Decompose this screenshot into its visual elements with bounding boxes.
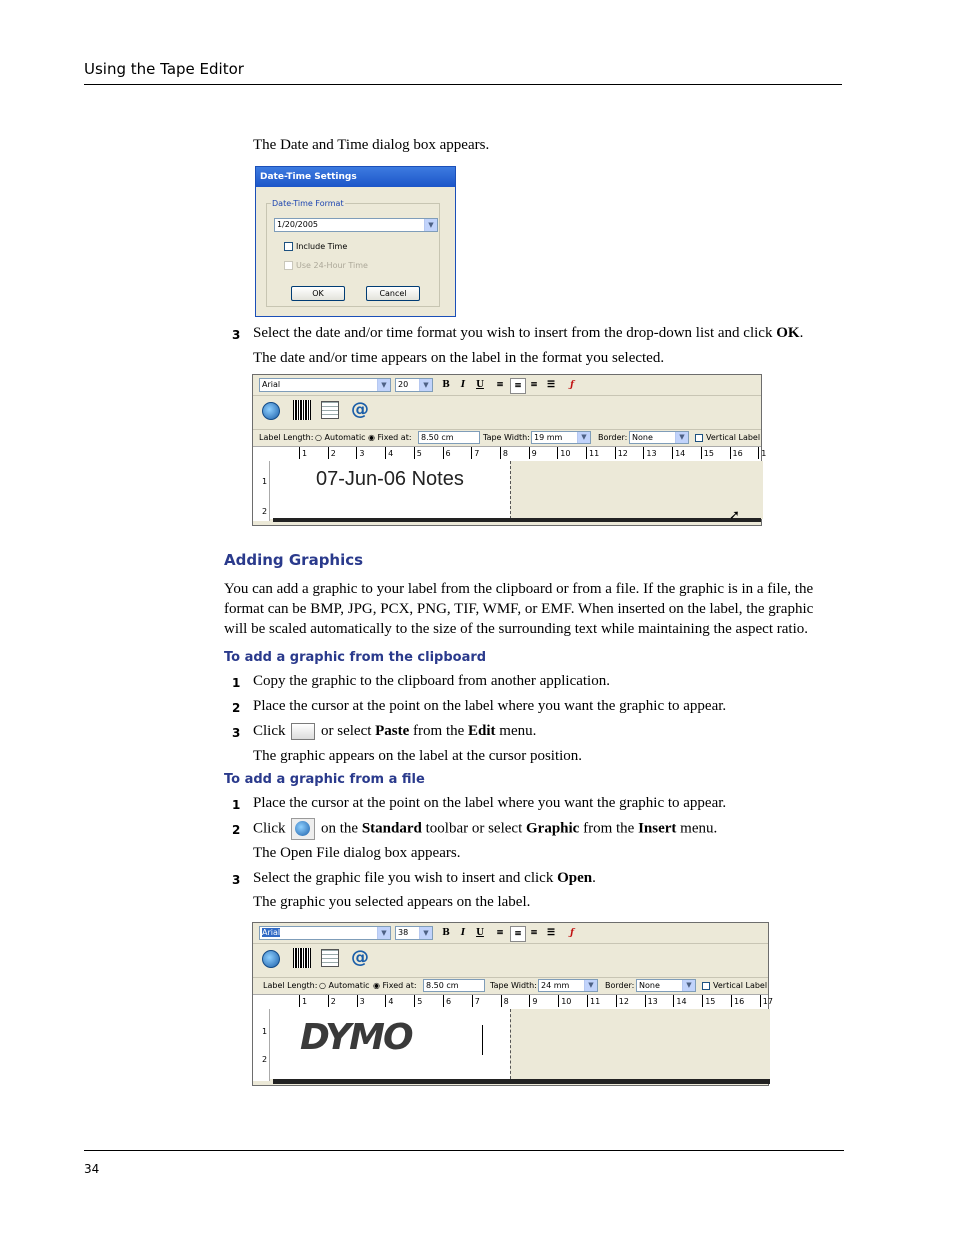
ok-bold: OK bbox=[776, 325, 800, 341]
menu-text: menu. bbox=[495, 723, 537, 739]
chevron-down-icon[interactable]: ▼ bbox=[584, 980, 597, 991]
step-number: 1 bbox=[232, 798, 241, 812]
insert-image-icon[interactable] bbox=[262, 402, 280, 420]
size-dropdown[interactable] bbox=[395, 378, 433, 392]
automatic-label: Automatic bbox=[324, 433, 366, 442]
ruler-tick: 2 bbox=[328, 447, 336, 459]
ruler-tick: 4 bbox=[385, 447, 393, 459]
ruler-tick: 8 bbox=[500, 447, 508, 459]
border-label: Border: bbox=[605, 981, 635, 990]
standard-toolbar bbox=[253, 944, 768, 976]
or-select-text: or select bbox=[317, 723, 376, 739]
ruler-tick: 2 bbox=[328, 995, 336, 1007]
vertical-label-box[interactable] bbox=[702, 982, 710, 990]
label-canvas[interactable] bbox=[270, 1009, 510, 1079]
step-number: 3 bbox=[232, 328, 241, 342]
ruler-tick: 10 bbox=[558, 995, 571, 1007]
ruler-tick: 1 bbox=[299, 447, 307, 459]
step-text-b: . bbox=[799, 325, 804, 341]
step-result: The Open File dialog box appears. bbox=[253, 845, 461, 861]
underline-button[interactable]: U bbox=[476, 928, 484, 938]
italic-button[interactable]: I bbox=[460, 380, 466, 390]
font-value: Arial bbox=[262, 928, 281, 937]
ruler-tick: 7 bbox=[472, 995, 480, 1007]
fixed-at-label: Fixed at: bbox=[382, 981, 417, 990]
font-dropdown[interactable] bbox=[259, 926, 391, 940]
footer-rule bbox=[84, 1150, 844, 1151]
tape-edge bbox=[273, 518, 761, 522]
fixed-at-label: Fixed at: bbox=[377, 433, 412, 442]
ruler-tick: 3 bbox=[357, 995, 365, 1007]
vertical-label-checkbox[interactable] bbox=[695, 433, 760, 442]
step-text bbox=[253, 323, 803, 343]
period: . bbox=[592, 870, 596, 886]
insert-bold: Insert bbox=[638, 820, 677, 837]
use-24-hour-row bbox=[284, 261, 368, 270]
at-sign-icon[interactable]: @ bbox=[351, 399, 369, 420]
ruler-tick: 8 bbox=[501, 995, 509, 1007]
insert-image-icon[interactable] bbox=[291, 818, 315, 840]
step-text: Place the cursor at the point on the label where you want the graphic to appear. bbox=[253, 698, 727, 714]
ruler-tick: 11 bbox=[587, 995, 600, 1007]
step-number: 2 bbox=[232, 823, 241, 837]
ruler-tick: 14 bbox=[672, 447, 685, 459]
label-text[interactable]: 07-Jun-06 Notes bbox=[316, 468, 464, 490]
ruler-tick: 17 bbox=[760, 995, 773, 1007]
format-toolbar bbox=[253, 923, 768, 944]
vertical-label-text: Vertical Label bbox=[706, 433, 761, 442]
ruler-tick: 13 bbox=[645, 995, 658, 1007]
bold-button[interactable]: B bbox=[442, 928, 450, 938]
ruler-tick: 5 bbox=[414, 447, 422, 459]
chevron-down-icon[interactable]: ▼ bbox=[675, 432, 688, 443]
ruler-tick: 13 bbox=[643, 447, 656, 459]
options-bar bbox=[253, 429, 761, 446]
insert-image-icon[interactable] bbox=[262, 950, 280, 968]
chevron-down-icon[interactable]: ▼ bbox=[377, 379, 390, 391]
tape-width-dropdown[interactable] bbox=[531, 431, 591, 444]
size-value: 20 bbox=[398, 380, 409, 389]
justify-icon[interactable]: ☰ bbox=[546, 928, 556, 938]
ruler-tick: 9 bbox=[529, 995, 537, 1007]
italic-button[interactable]: I bbox=[460, 928, 466, 938]
align-left-icon[interactable]: ≡ bbox=[496, 928, 504, 938]
cancel-button[interactable]: Cancel bbox=[366, 286, 420, 301]
automatic-radio[interactable]: ○ Automatic bbox=[319, 981, 370, 990]
format-group-label: Date-Time Format bbox=[272, 199, 344, 208]
tape-width-label: Tape Width: bbox=[483, 433, 530, 442]
section-paragraph: You can add a graphic to your label from the clipboard or from a file. If the graphic is in a file, the format can be BMP, JPG, PCX, PNG, TIF, WMF, or EMF. When inserted on the label, the graphic will be scaled automatically to the size of the surrounding text while maintaining the aspect ratio. bbox=[224, 581, 814, 637]
ruler-tick: 16 bbox=[731, 995, 744, 1007]
tape-editor-screenshot-1 bbox=[252, 374, 767, 526]
border-value: None bbox=[639, 981, 660, 990]
step-result: The graphic appears on the label at the cursor position. bbox=[253, 748, 583, 764]
barcode-icon[interactable] bbox=[293, 948, 311, 968]
ruler-tick: 9 bbox=[529, 447, 537, 459]
horizontal-ruler bbox=[253, 994, 773, 1010]
tape-area bbox=[511, 1009, 770, 1079]
ruler-tick: 5 bbox=[414, 995, 422, 1007]
chevron-down-icon[interactable]: ▼ bbox=[424, 219, 437, 231]
barcode-icon[interactable] bbox=[293, 400, 311, 420]
include-time-row[interactable] bbox=[284, 242, 347, 251]
chevron-down-icon[interactable]: ▼ bbox=[419, 927, 432, 939]
fixed-length-input[interactable]: 8.50 cm bbox=[423, 979, 485, 992]
select-text: Select the graphic file you wish to insert and click bbox=[253, 870, 558, 886]
menu-text: menu. bbox=[676, 820, 718, 837]
format-value: 1/20/2005 bbox=[277, 220, 319, 229]
from-text: from the bbox=[579, 820, 639, 837]
ruler-tick: 11 bbox=[586, 447, 599, 459]
step-text bbox=[253, 868, 596, 888]
chevron-down-icon[interactable]: ▼ bbox=[419, 379, 432, 391]
step-number: 3 bbox=[232, 873, 241, 887]
ruler-tick: 14 bbox=[673, 995, 686, 1007]
text-cursor bbox=[482, 1025, 483, 1055]
bold-button[interactable]: B bbox=[442, 380, 450, 390]
format-toolbar bbox=[253, 375, 761, 396]
header-rule bbox=[84, 84, 842, 85]
tape-editor-screenshot-2 bbox=[252, 922, 773, 1086]
click-text: Click bbox=[253, 723, 286, 739]
align-center-icon[interactable]: ≡ bbox=[510, 378, 526, 394]
side-ruler-2: 2 bbox=[262, 1055, 268, 1064]
on-the-text: on the bbox=[317, 820, 362, 837]
ruler-tick: 12 bbox=[615, 447, 628, 459]
step-text: Place the cursor at the point on the label where you want the graphic to appear. bbox=[253, 795, 727, 811]
ruler-tick: 12 bbox=[616, 995, 629, 1007]
label-canvas[interactable] bbox=[270, 461, 510, 519]
align-center-icon[interactable]: ≡ bbox=[510, 926, 526, 942]
paste-icon[interactable] bbox=[291, 723, 315, 740]
toolbar-text: toolbar or select bbox=[421, 820, 526, 837]
options-bar bbox=[253, 977, 768, 994]
paste-bold: Paste bbox=[375, 723, 410, 739]
tape-width-value: 24 mm bbox=[541, 981, 570, 990]
chevron-down-icon[interactable]: ▼ bbox=[682, 980, 695, 991]
ruler-tick: 7 bbox=[471, 447, 479, 459]
vertical-label-text: Vertical Label bbox=[713, 981, 768, 990]
font-value: Arial bbox=[262, 380, 281, 389]
side-ruler-1: 1 bbox=[262, 1027, 268, 1036]
date-time-dialog bbox=[255, 166, 456, 317]
edit-bold: Edit bbox=[468, 723, 496, 739]
step-number: 1 bbox=[232, 676, 241, 690]
fixed-length-input[interactable]: 8.50 cm bbox=[418, 431, 480, 444]
calendar-icon[interactable] bbox=[321, 949, 339, 967]
label-length-label: Label Length: bbox=[259, 433, 314, 442]
include-time-checkbox[interactable] bbox=[284, 242, 293, 251]
include-time-label: Include Time bbox=[296, 242, 348, 251]
vertical-ruler bbox=[253, 461, 270, 521]
size-dropdown[interactable] bbox=[395, 926, 433, 940]
ruler-tick: 3 bbox=[356, 447, 364, 459]
step-number: 3 bbox=[232, 726, 241, 740]
from-text: from the bbox=[409, 723, 469, 739]
ok-button[interactable]: OK bbox=[291, 286, 345, 301]
format-dropdown[interactable] bbox=[274, 218, 438, 232]
step-result: The graphic you selected appears on the label. bbox=[253, 894, 531, 910]
step-text-a: Select the date and/or time format you wish to insert from the drop-down list and click bbox=[253, 325, 777, 341]
step-text: Copy the graphic to the clipboard from another application. bbox=[253, 673, 610, 689]
font-style-icon[interactable]: ƒ bbox=[570, 380, 574, 390]
graphic-bold: Graphic bbox=[526, 820, 580, 837]
click-text: Click bbox=[253, 820, 286, 837]
align-right-icon[interactable]: ≡ bbox=[530, 380, 538, 390]
chevron-down-icon[interactable]: ▼ bbox=[577, 432, 590, 443]
open-bold: Open bbox=[557, 870, 593, 886]
mouse-pointer-icon: ➚ bbox=[729, 507, 740, 522]
file-title: To add a graphic from a file bbox=[224, 772, 425, 787]
vertical-ruler bbox=[253, 1009, 270, 1081]
step-result: The date and/or time appears on the label in the format you selected. bbox=[253, 350, 665, 366]
border-dropdown[interactable] bbox=[636, 979, 696, 992]
tape-edge bbox=[273, 1079, 770, 1084]
tape-width-label: Tape Width: bbox=[490, 981, 537, 990]
vertical-label-box[interactable] bbox=[695, 434, 703, 442]
border-value: None bbox=[632, 433, 653, 442]
use-24-hour-checkbox bbox=[284, 261, 293, 270]
ruler-tick: 10 bbox=[557, 447, 570, 459]
step-text bbox=[253, 818, 717, 840]
horizontal-ruler bbox=[253, 446, 767, 462]
fixed-at-radio[interactable]: ◉ Fixed at: bbox=[368, 433, 412, 442]
page-number: 34 bbox=[84, 1162, 100, 1176]
automatic-radio[interactable]: ○ Automatic bbox=[315, 433, 366, 442]
chevron-down-icon[interactable]: ▼ bbox=[377, 927, 390, 939]
section-title: Adding Graphics bbox=[224, 551, 364, 569]
dymo-logo-graphic[interactable]: DYMO bbox=[300, 1017, 412, 1058]
side-ruler-2: 2 bbox=[262, 507, 268, 516]
font-dropdown[interactable] bbox=[259, 378, 391, 392]
vertical-label-checkbox[interactable] bbox=[702, 981, 767, 990]
align-right-icon[interactable]: ≡ bbox=[530, 928, 538, 938]
step-text bbox=[253, 721, 536, 741]
size-value: 38 bbox=[398, 928, 409, 937]
clipboard-title: To add a graphic from the clipboard bbox=[224, 650, 487, 665]
ruler-tick: 4 bbox=[385, 995, 393, 1007]
running-header: Using the Tape Editor bbox=[84, 60, 244, 78]
ruler-tick: 15 bbox=[701, 447, 714, 459]
ruler-tick: 6 bbox=[443, 995, 451, 1007]
justify-icon[interactable]: ☰ bbox=[546, 380, 556, 390]
format-group bbox=[266, 199, 440, 307]
ruler-tick: 1 bbox=[299, 995, 307, 1007]
border-label: Border: bbox=[598, 433, 628, 442]
standard-bold: Standard bbox=[361, 820, 422, 837]
ruler-tick: 15 bbox=[702, 995, 715, 1007]
border-dropdown[interactable] bbox=[629, 431, 689, 444]
tape-width-dropdown[interactable] bbox=[538, 979, 598, 992]
tape-area bbox=[511, 461, 763, 519]
step-number: 2 bbox=[232, 701, 241, 715]
underline-button[interactable]: U bbox=[476, 380, 484, 390]
dialog-title: Date-Time Settings bbox=[256, 167, 455, 187]
ruler-tick: 6 bbox=[443, 447, 451, 459]
at-sign-icon[interactable]: @ bbox=[351, 947, 369, 968]
standard-toolbar bbox=[253, 396, 761, 428]
tape-width-value: 19 mm bbox=[534, 433, 563, 442]
ruler-tick: 16 bbox=[730, 447, 743, 459]
fixed-at-radio[interactable]: ◉ Fixed at: bbox=[373, 981, 417, 990]
automatic-label: Automatic bbox=[328, 981, 370, 990]
intro-text: The Date and Time dialog box appears. bbox=[253, 137, 490, 153]
use-24-hour-label: Use 24-Hour Time bbox=[296, 261, 368, 270]
side-ruler-1: 1 bbox=[262, 477, 268, 486]
font-style-icon[interactable]: ƒ bbox=[570, 928, 574, 938]
align-left-icon[interactable]: ≡ bbox=[496, 380, 504, 390]
calendar-icon[interactable] bbox=[321, 401, 339, 419]
label-length-label: Label Length: bbox=[263, 981, 318, 990]
ruler-tick: 1 bbox=[758, 447, 766, 459]
